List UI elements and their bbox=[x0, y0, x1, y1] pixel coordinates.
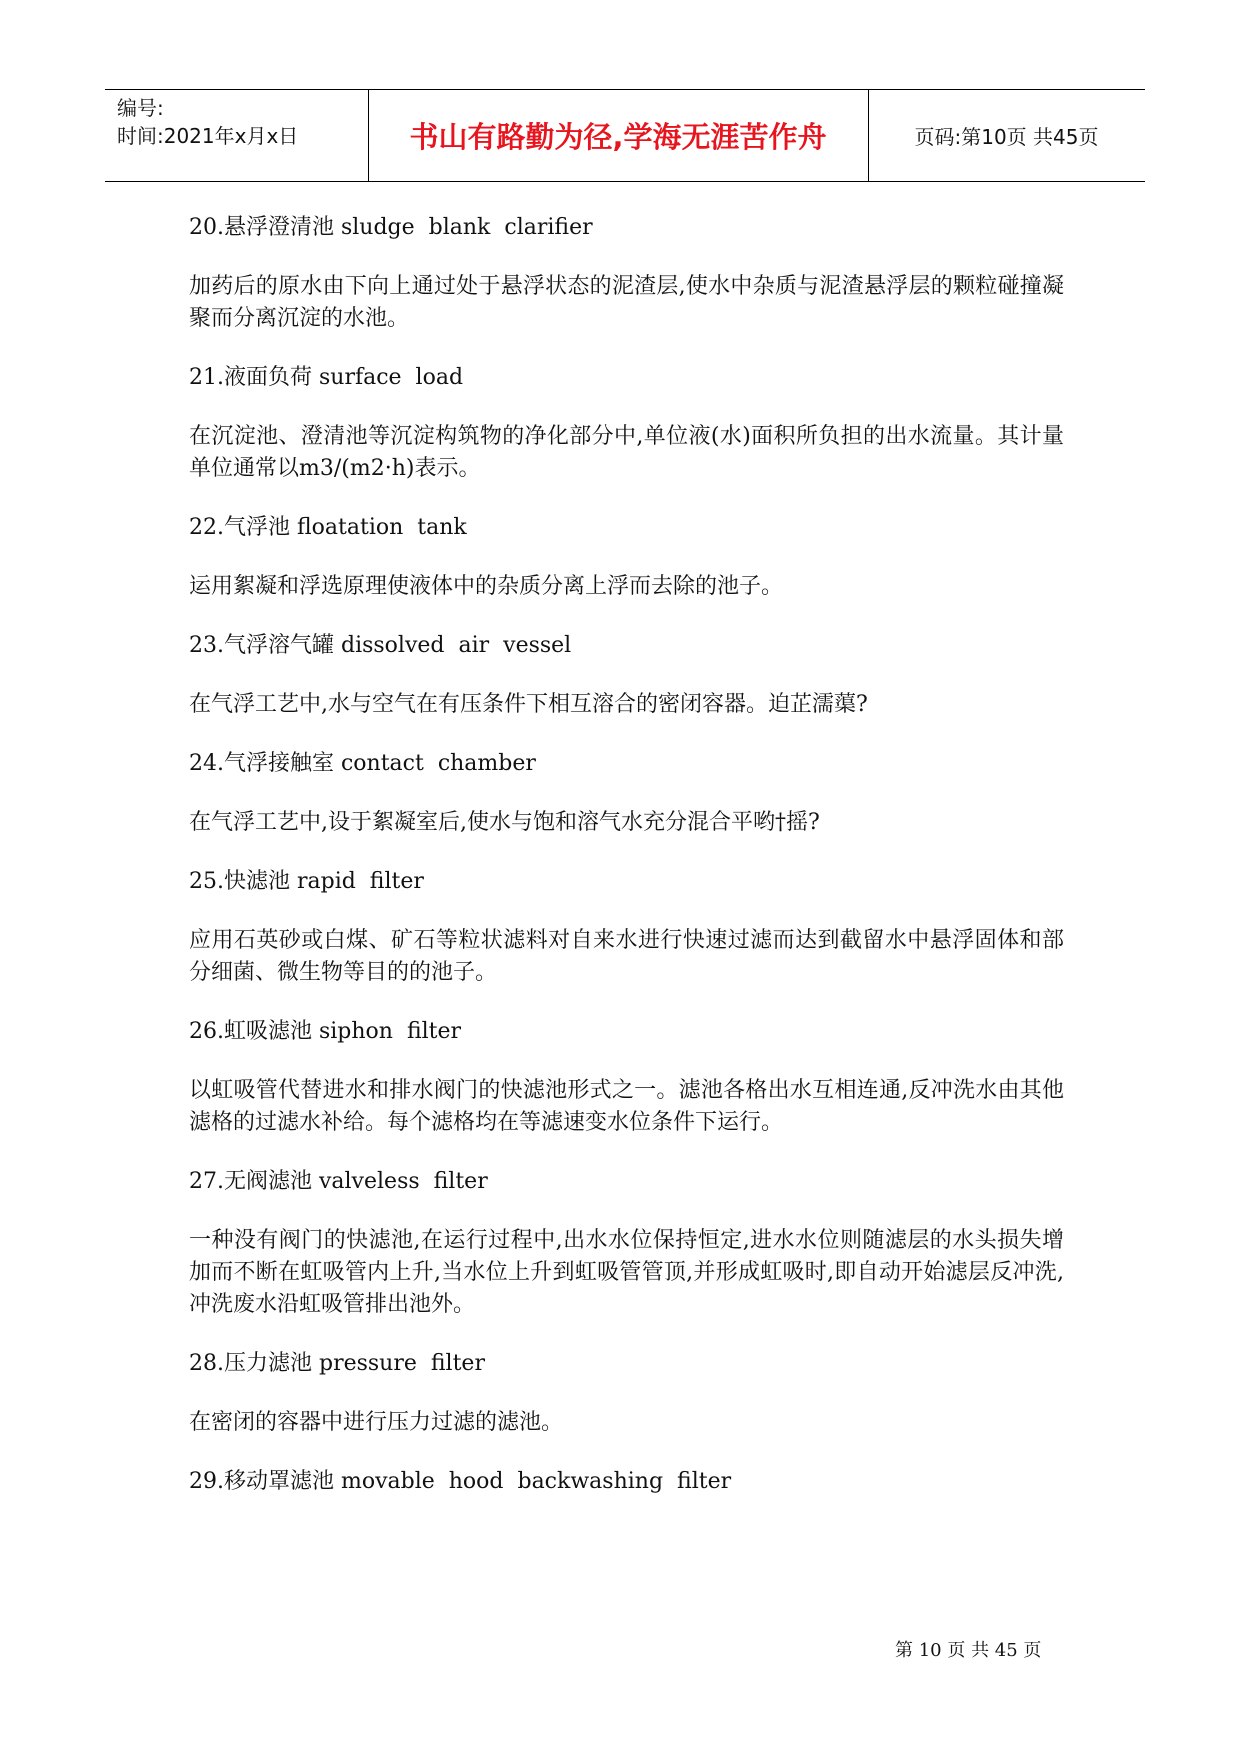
term-definition: 在沉淀池、澄清池等沉淀构筑物的净化部分中,单位液(水)面积所负担的出水流量。其计量单位通常以m3/(m2·h)表示。 bbox=[189, 424, 1064, 481]
entry-25 bbox=[189, 864, 1064, 989]
term-heading: 22.气浮池 floatation tank bbox=[189, 515, 467, 540]
term-heading: 27.无阀滤池 valveless filter bbox=[189, 1169, 488, 1194]
term-heading: 21.液面负荷 surface load bbox=[189, 365, 464, 390]
page-footer: 第 10 页 共 45 页 bbox=[895, 1640, 1042, 1661]
entry-27 bbox=[189, 1164, 1064, 1321]
term-definition: 应用石英砂或白煤、矿石等粒状滤料对自来水进行快速过滤而达到截留水中悬浮固体和部分细菌、微生物等目的的池子。 bbox=[189, 928, 1064, 985]
term-heading: 26.虹吸滤池 siphon filter bbox=[189, 1019, 462, 1044]
entry-21 bbox=[189, 360, 1064, 485]
term-heading: 23.气浮溶气罐 dissolved air vessel bbox=[189, 633, 572, 658]
entry-22 bbox=[189, 510, 1064, 603]
term-heading: 29.移动罩滤池 movable hood backwashing filter bbox=[189, 1469, 732, 1494]
term-heading: 25.快滤池 rapid filter bbox=[189, 869, 424, 894]
term-definition: 在气浮工艺中,水与空气在有压条件下相互溶合的密闭容器。迫芷濡蕖? bbox=[189, 692, 868, 717]
entry-29 bbox=[189, 1464, 1064, 1500]
term-definition: 一种没有阀门的快滤池,在运行过程中,出水水位保持恒定,进水水位则随滤层的水头损失增加而不断在虹吸管内上升,当水位上升到虹吸管管顶,并形成虹吸时,即自动开始滤层反冲洗,冲洗废水沿虹吸管排出池外。 bbox=[189, 1228, 1064, 1317]
entry-24 bbox=[189, 746, 1064, 839]
entry-20 bbox=[189, 210, 1064, 335]
header-page-code: 页码:第10页 共45页 bbox=[914, 125, 1099, 149]
term-heading: 24.气浮接触室 contact chamber bbox=[189, 751, 536, 776]
entry-26 bbox=[189, 1014, 1064, 1139]
term-definition: 运用絮凝和浮选原理使液体中的杂质分离上浮而去除的池子。 bbox=[189, 574, 784, 599]
entry-28 bbox=[189, 1346, 1064, 1439]
number-label: 编号: bbox=[117, 96, 164, 120]
time-label: 时间:2021年x月x日 bbox=[117, 124, 299, 148]
entry-23 bbox=[189, 628, 1064, 721]
term-definition: 在气浮工艺中,设于絮凝室后,使水与饱和溶气水充分混合平哟†摇? bbox=[189, 810, 820, 835]
term-definition: 加药后的原水由下向上通过处于悬浮状态的泥渣层,使水中杂质与泥渣悬浮层的颗粒碰撞凝聚而分离沉淀的水池。 bbox=[189, 274, 1064, 331]
page-header bbox=[105, 89, 1145, 182]
glossary-content bbox=[189, 210, 1064, 1525]
term-definition: 以虹吸管代替进水和排水阀门的快滤池形式之一。滤池各格出水互相连通,反冲洗水由其他滤格的过滤水补给。每个滤格均在等滤速变水位条件下运行。 bbox=[189, 1078, 1064, 1135]
header-meta bbox=[117, 94, 367, 150]
term-definition: 在密闭的容器中进行压力过滤的滤池。 bbox=[189, 1410, 564, 1435]
term-heading: 20.悬浮澄清池 sludge blank clarifier bbox=[189, 215, 593, 240]
header-motto: 书山有路勤为径,学海无涯苦作舟 bbox=[409, 120, 827, 154]
term-heading: 28.压力滤池 pressure filter bbox=[189, 1351, 485, 1376]
